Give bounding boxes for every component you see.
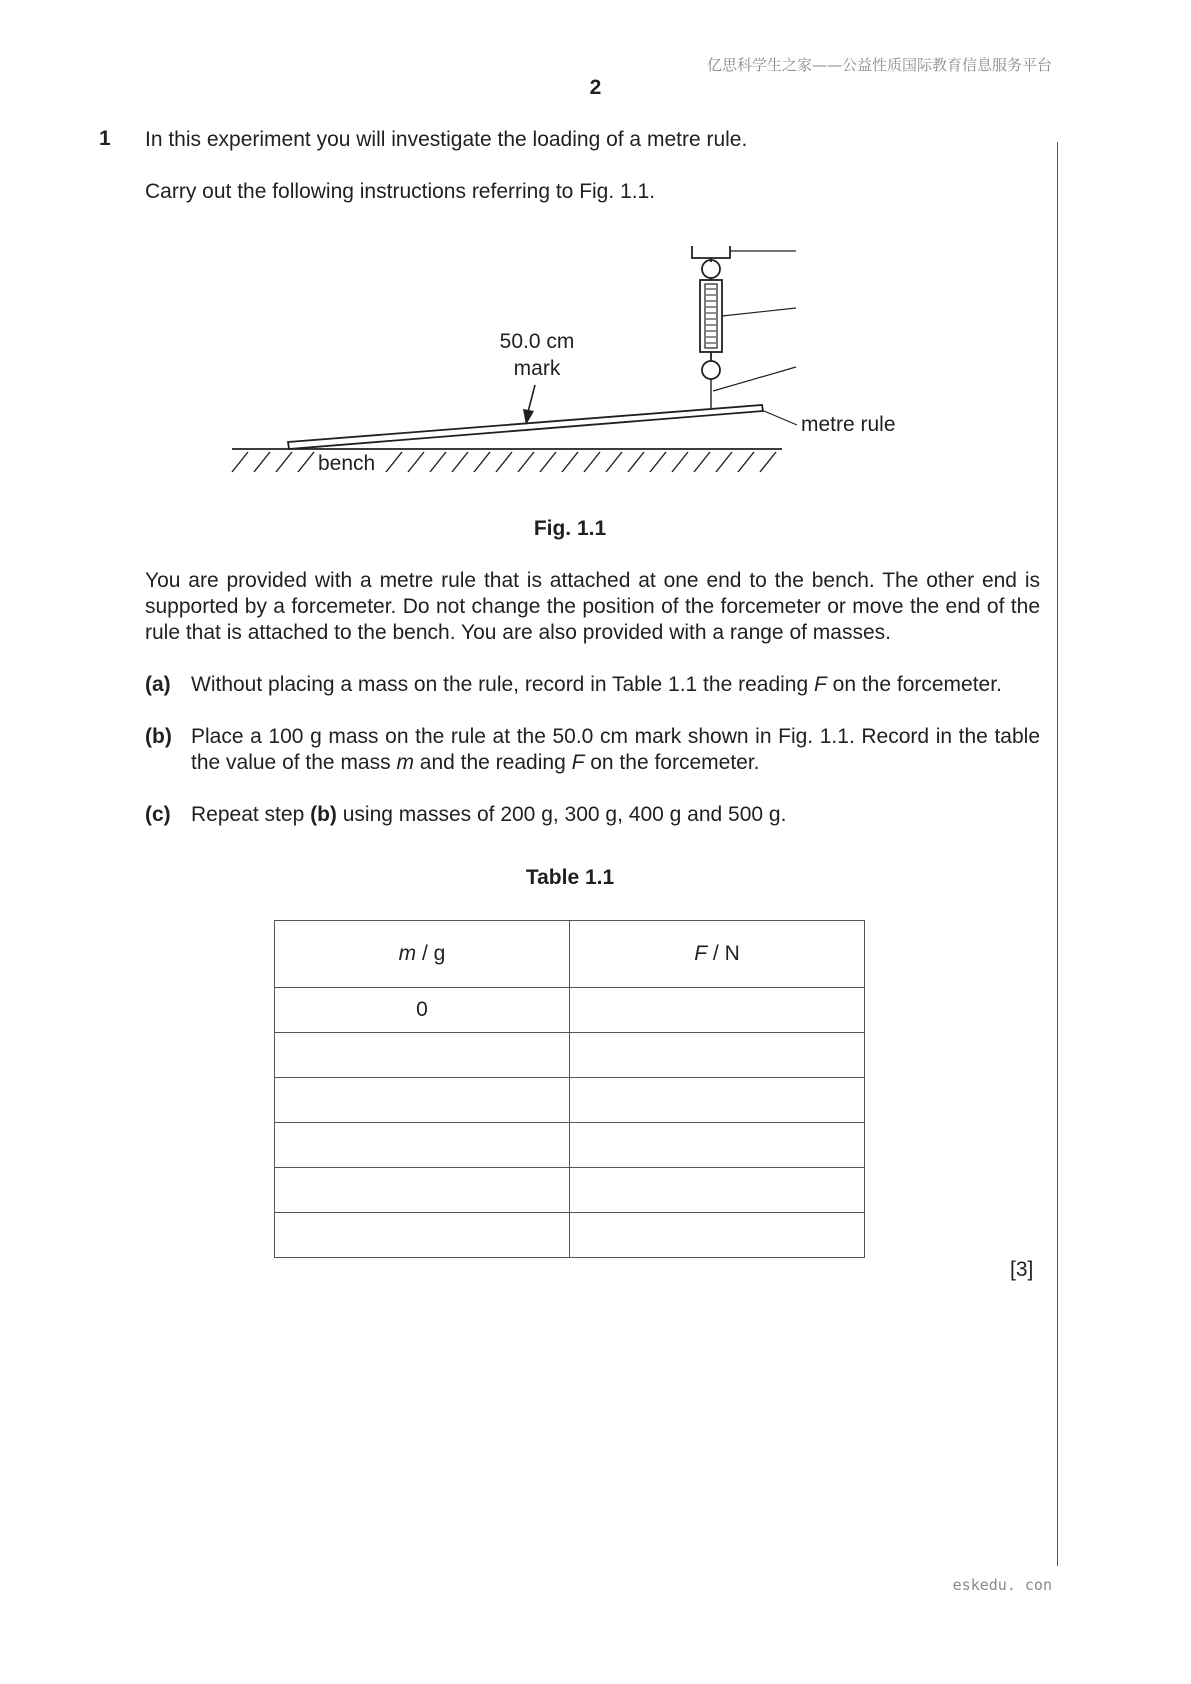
table-header-row	[275, 921, 865, 988]
page-number: 2	[589, 76, 602, 99]
table-caption: Table 1.1	[525, 866, 615, 889]
table-row	[275, 1123, 865, 1168]
table-header-force: F / N	[570, 921, 865, 988]
part-c-label: (c)	[145, 803, 171, 826]
table-cell-mass[interactable]	[275, 1078, 570, 1123]
table-cell-force[interactable]	[570, 1123, 865, 1168]
leader-line-thread	[713, 367, 796, 391]
table-cell-force[interactable]	[570, 1168, 865, 1213]
label-bench: bench	[318, 452, 376, 475]
table-row	[275, 1078, 865, 1123]
table-cell-force[interactable]	[570, 1078, 865, 1123]
forcemeter-clamp	[692, 246, 730, 258]
part-c-text: Repeat step (b) using masses of 200 g, 300 g, 400 g and 500 g.	[191, 803, 787, 826]
part-a-label: (a)	[145, 673, 171, 696]
table-cell-force[interactable]	[570, 1033, 865, 1078]
label-mark-line2: mark	[513, 357, 561, 380]
table-cell-force[interactable]	[570, 1213, 865, 1258]
table-row	[275, 1033, 865, 1078]
figure-caption: Fig. 1.1	[533, 517, 607, 540]
forcemeter-body	[700, 280, 722, 352]
table-cell-mass[interactable]	[275, 1123, 570, 1168]
question-number: 1	[99, 127, 111, 150]
bench-hatching	[232, 452, 776, 472]
table-cell-mass[interactable]	[275, 1033, 570, 1078]
results-table	[274, 920, 865, 1258]
mark-arrow-shaft	[528, 385, 535, 412]
leader-line-forcemeter	[722, 308, 796, 316]
question-intro: In this experiment you will investigate the loading of a metre rule.	[145, 128, 748, 151]
table-row	[275, 1213, 865, 1258]
table-cell-mass[interactable]	[275, 1213, 570, 1258]
label-mark-line1: 50.0 cm	[499, 330, 575, 353]
question-instruction: Carry out the following instructions referring to Fig. 1.1.	[145, 180, 656, 203]
question-description: You are provided with a metre rule that is attached at one end to the bench. The other end is supported by a forcemeter. Do not change the position of the forcemeter or move the end of the rule that is attached to the bench. You are also provided with a range of masses.	[145, 569, 1040, 644]
table-cell-mass[interactable]: 0	[275, 988, 570, 1033]
table-header-mass: m / g	[275, 921, 570, 988]
part-b-label: (b)	[145, 725, 172, 748]
marks-allocation: [3]	[1010, 1258, 1034, 1281]
table-cell-force[interactable]	[570, 988, 865, 1033]
table-row	[275, 1168, 865, 1213]
forcemeter-bottom-ring	[702, 361, 720, 379]
table-row	[275, 988, 865, 1033]
footer-watermark: eskedu. con	[952, 1576, 1052, 1594]
part-a-text: Without placing a mass on the rule, record in Table 1.1 the reading F on the forcemeter.	[191, 673, 1002, 696]
table-cell-mass[interactable]	[275, 1168, 570, 1213]
figure-1-1-diagram	[0, 0, 1191, 560]
part-b-text: Place a 100 g mass on the rule at the 50.0 cm mark shown in Fig. 1.1. Record in the table the value of the mass m and the reading F on the forcemeter.	[191, 725, 1040, 774]
header-watermark: 亿思科学生之家——公益性质国际教育信息服务平台	[706, 56, 1052, 74]
leader-line-metre-rule	[764, 411, 797, 425]
label-metre-rule: metre rule	[801, 413, 896, 436]
forcemeter-top-ring	[702, 260, 720, 278]
